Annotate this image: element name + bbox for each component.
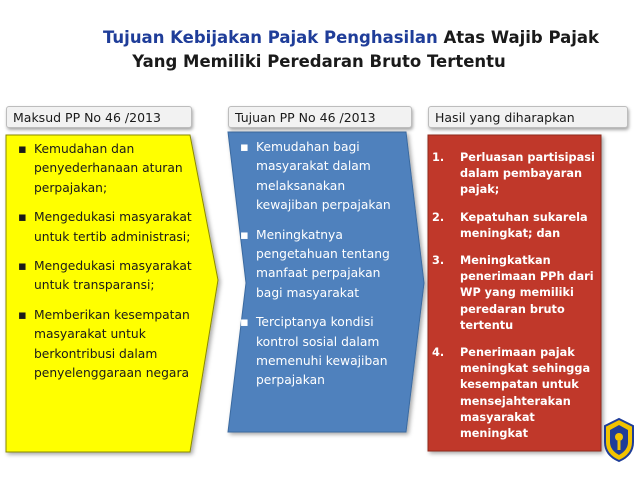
- header-hasil: Hasil yang diharapkan: [428, 106, 628, 128]
- title-part-dark: Atas Wajib Pajak: [437, 28, 600, 47]
- tujuan-item: ▪ Meningkatnya pengetahuan tentang manfaat perpajakan bagi masyarakat: [236, 226, 404, 304]
- title-part-blue: Tujuan Kebijakan Pajak Penghasilan: [102, 28, 438, 47]
- diagram-subtitle: Yang Memiliki Peredaran Bruto Tertentu: [132, 52, 506, 71]
- hasil-item: 3. Meningkatkan penerimaan PPh dari WP yang memiliki peredaran bruto tertentu: [432, 253, 602, 334]
- tujuan-item: ▪ Kemudahan bagi masyarakat dalam melaksanakan kewajiban perpajakan: [236, 138, 404, 216]
- maksud-item: ▪ Kemudahan dan penyederhanaan aturan perpajakan;: [14, 140, 192, 198]
- maksud-item: ▪ Mengedukasi masyarakat untuk tertib administrasi;: [14, 208, 192, 247]
- maksud-list: [14, 140, 192, 393]
- tujuan-item: ▪ Terciptanya kondisi kontrol sosial dalam memenuhi kewajiban perpajakan: [236, 313, 404, 391]
- tujuan-list: [236, 138, 404, 401]
- maksud-item: ▪ Memberikan kesempatan masyarakat untuk berkontribusi dalam penyelenggaraan negara: [14, 306, 192, 384]
- hasil-item: 2. Kepatuhan sukarela meningkat; dan: [432, 210, 602, 242]
- kemenkeu-logo-icon: [602, 417, 636, 463]
- hasil-item: 4. Penerimaan pajak meningkat sehingga kesempatan untuk mensejahterakan masyarakat meningkat: [432, 345, 602, 442]
- hasil-item: 1. Perluasan partisipasi dalam pembayaran pajak;: [432, 150, 602, 199]
- hasil-list: [432, 150, 602, 453]
- header-maksud: Maksud PP No 46 /2013: [6, 106, 192, 128]
- header-tujuan: Tujuan PP No 46 /2013: [228, 106, 412, 128]
- maksud-item: ▪ Mengedukasi masyarakat untuk transparansi;: [14, 257, 192, 296]
